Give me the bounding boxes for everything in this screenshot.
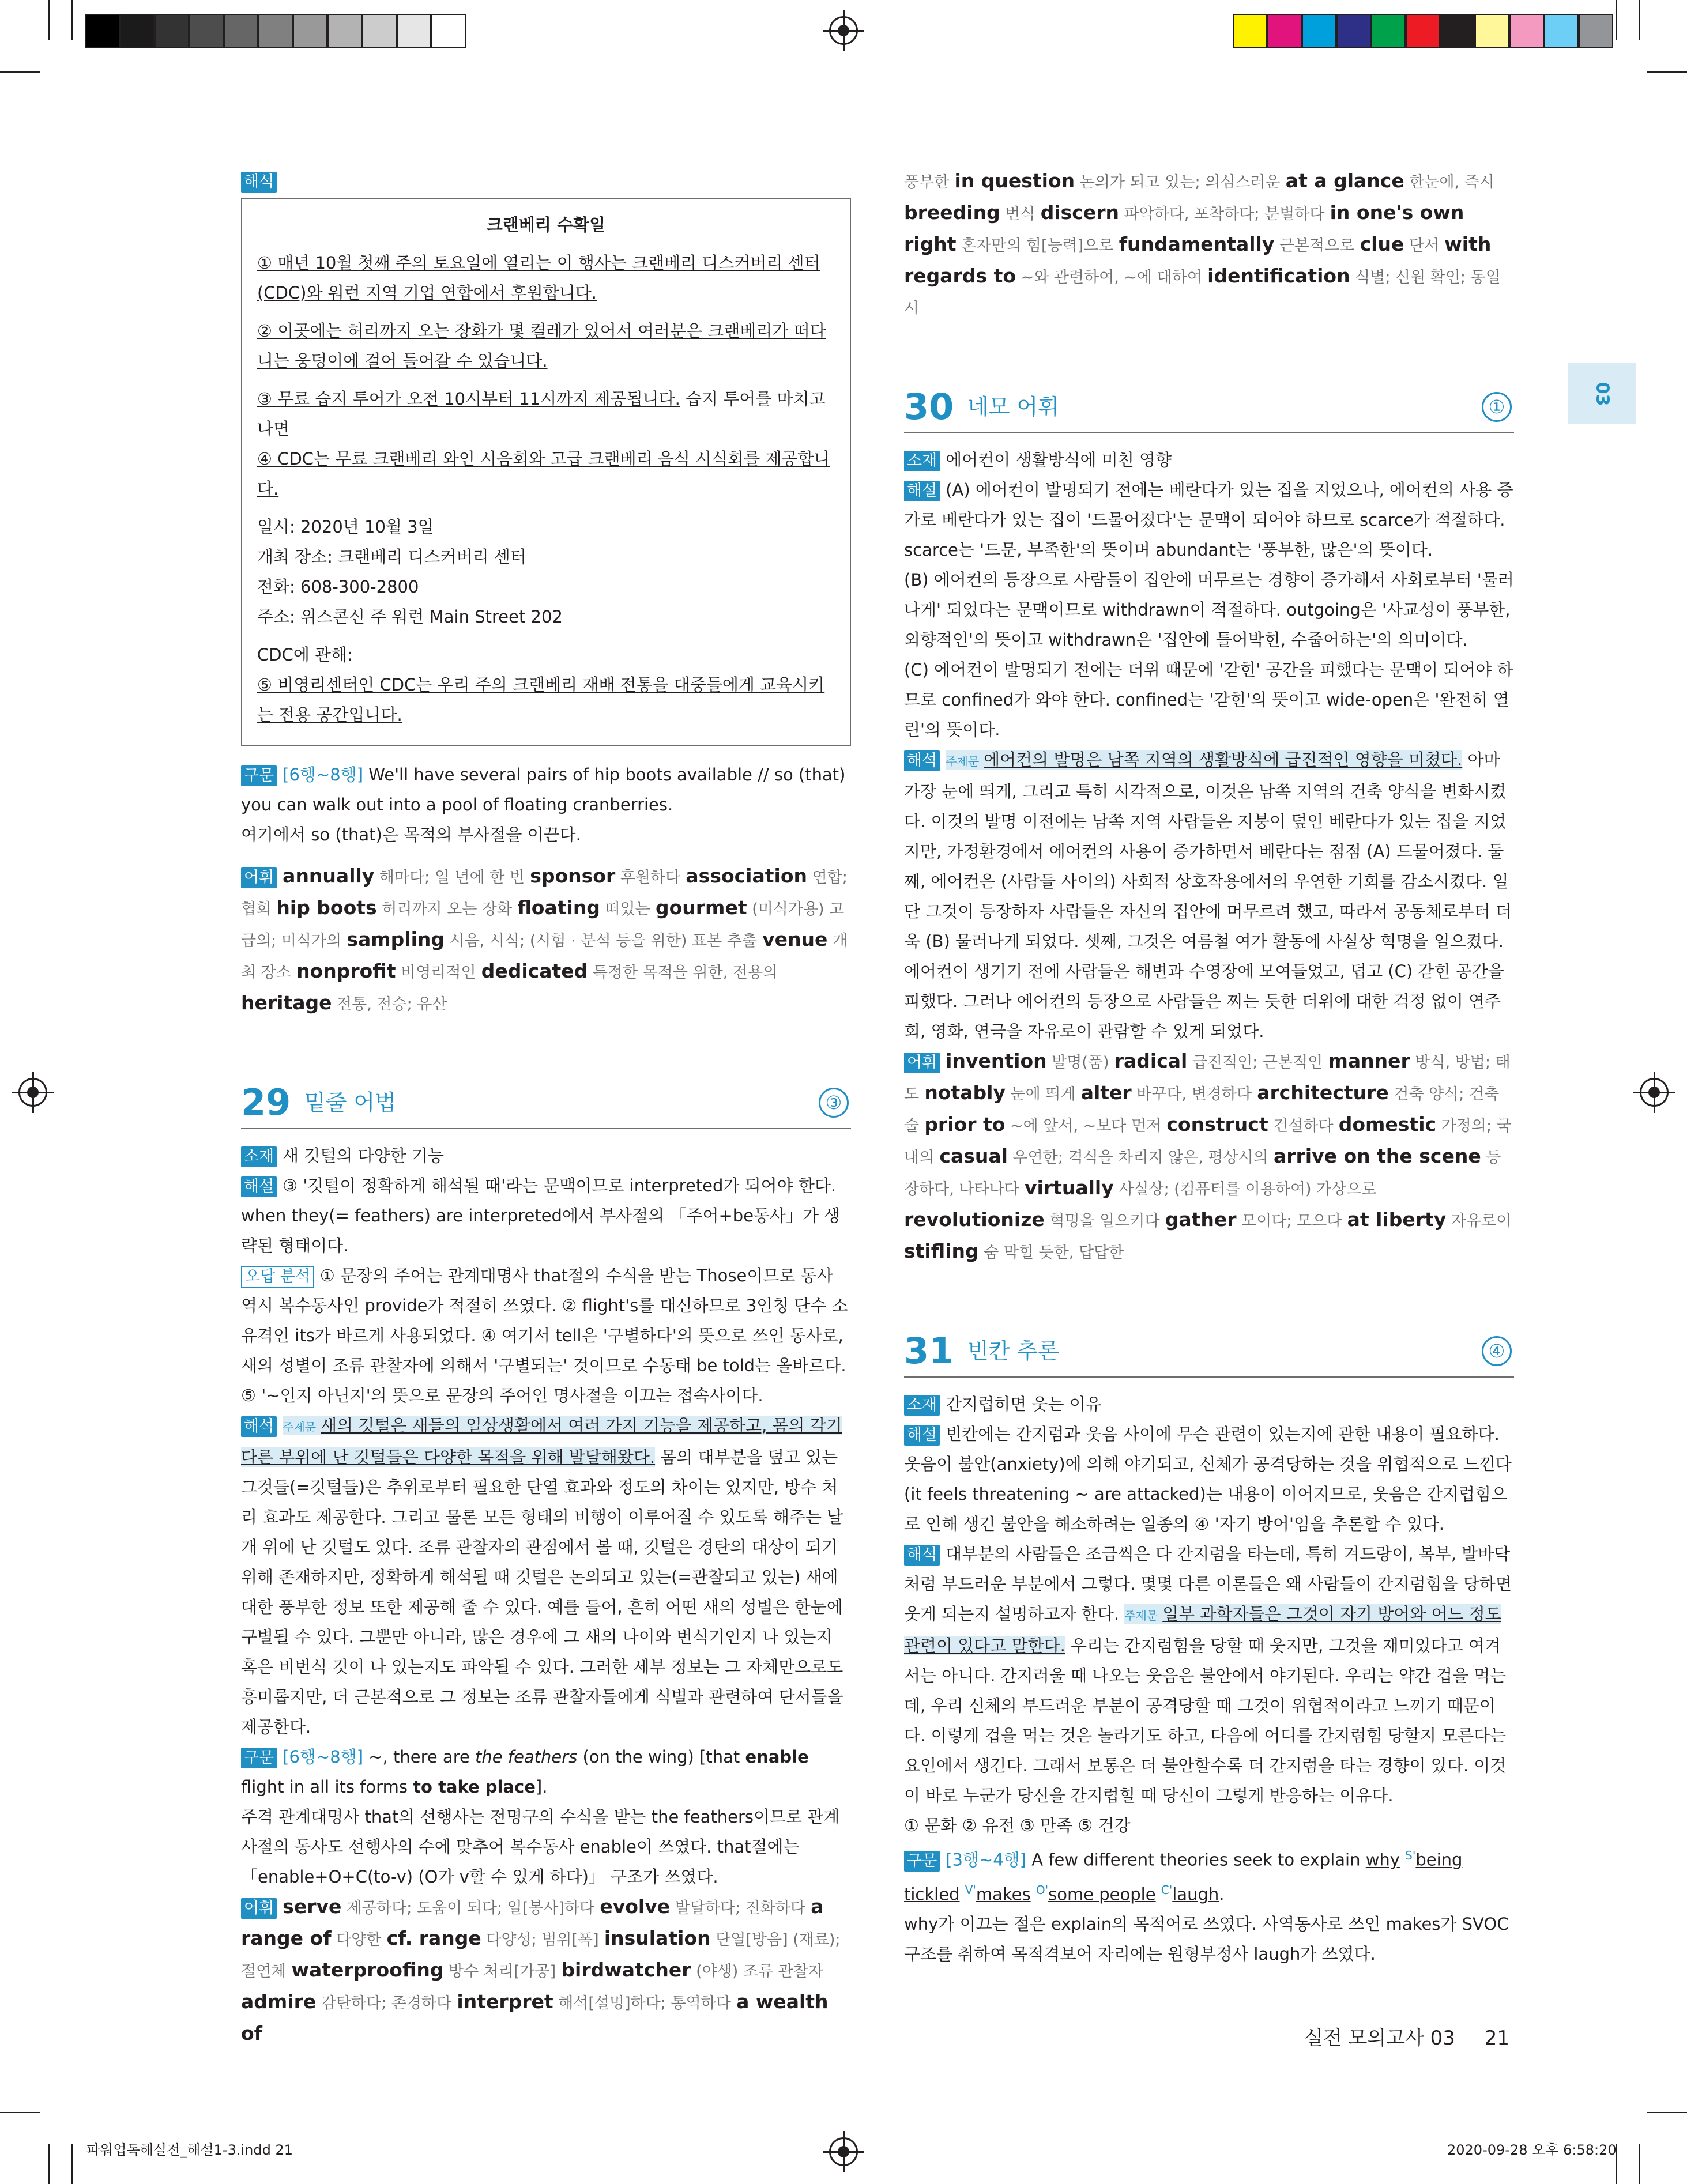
vocab-meaning: 발달하다; 진화하다 <box>670 1899 806 1917</box>
vocab-meaning: 풍부한 <box>904 173 950 191</box>
gumun-part: to take place <box>413 1777 536 1797</box>
crop-mark <box>71 0 73 40</box>
gumun-part: . <box>1219 1884 1225 1904</box>
vocab-meaning: 단서 <box>1404 237 1440 255</box>
vocab-word: a range of <box>241 1895 824 1949</box>
vocab-meaning: 눈에 띄게 <box>1005 1085 1076 1103</box>
vocab-label: 어휘 <box>904 1053 940 1073</box>
q31-sojae: 간지럽히면 웃는 이유 <box>946 1394 1102 1414</box>
swatch <box>120 14 155 48</box>
swatch <box>397 14 431 48</box>
gumun-part: some people <box>1048 1884 1156 1904</box>
vocab-word: sponsor <box>530 865 616 887</box>
q29-odap: ① 문장의 주어는 관계대명사 that절의 수식을 받는 Those이므로 동사 역시 복수동사인 provide가 적절히 쓰였다. ② flight's를 대신하므로 3인칭 단수 소유격인 its가 바르게 사용되었다. ④ 여기서 tell은 '구별하다'의 뜻으로 쓰인 동사로, 새의 성별이 조류 관찰자에 의해서 '구별되는' 것이므로 수동태 be told는 올바르다. ⑤ '~인지 아닌지'의 뜻으로 문장의 주어인 명사절을 이끄는 접속사이다. <box>241 1266 848 1405</box>
vocab-meaning: 한눈에, 즉시 <box>1404 173 1494 191</box>
notice-p2: ② 이곳에는 허리까지 오는 장화가 몇 켤레가 있어서 여러분은 크랜베리가 떠다니는 웅덩이에 걸어 들어갈 수 있습니다. <box>257 321 826 371</box>
vocab-word: notably <box>924 1081 1006 1104</box>
vocab-meaning: 숨 막힐 듯한, 답답한 <box>978 1244 1124 1262</box>
vocab-meaning: 단열[방음] (재료); 절연체 <box>241 1931 841 1981</box>
q31-answer: ④ <box>1482 1336 1512 1366</box>
gumun-ref: [6행~8행] <box>283 765 364 784</box>
vocab-meaning: 특정한 목적을 위한, 전용의 <box>588 964 778 982</box>
q30-haeseol-b: (B) 에어컨의 등장으로 사람들이 집안에 머무르는 경향이 증가해서 사회로부터 '물러나게' 되었다는 문맥이므로 withdrawn이 적절하다. outgoing은 '사교성이 풍부한, 외향적인'의 뜻이고 withdrawn은 '집안에 틀어박힌, 수줍어하는'의 의미이다. <box>904 570 1514 650</box>
q30-sojae: 에어컨이 생활방식에 미친 영향 <box>946 450 1172 470</box>
haeseol-label: 해설 <box>241 1176 277 1197</box>
gumun-part: ~, there are <box>363 1747 476 1767</box>
swatch <box>224 14 258 48</box>
chapter-tab-label: 03 <box>1592 382 1613 406</box>
gumun-ref: [6행~8행] <box>283 1747 364 1767</box>
gumun-part: A few different theories seek to explain <box>1026 1850 1366 1870</box>
gumun-part: the feathers <box>475 1747 578 1767</box>
swatch <box>431 14 466 48</box>
vocab-meaning: 다양한 <box>331 1931 382 1949</box>
q31-gumun-note: why가 이끄는 절은 explain의 목적어로 쓰였다. 사역동사로 쓰인 makes가 SVOC 구조를 취하여 목적격보어 자리에는 원형부정사 laugh가 쓰였다. <box>904 1914 1509 1964</box>
vocab-word: discern <box>1040 201 1119 224</box>
gumun-part: being tickled <box>904 1850 1463 1904</box>
gumun-label: 구문 <box>241 1748 277 1768</box>
swatch <box>1544 14 1579 48</box>
q31-haeseol: 빈칸에는 간지럼과 웃음 사이에 무슨 관련이 있는지에 관한 내용이 필요하다. 웃음이 불안(anxiety)에 의해 야기되고, 신체가 공격당하는 것을 위협적으로 느낀다(it feels threatening ~ are attacked)는 내용이 이어지므로, 웃음은 간지럽힘으로 인해 생긴 불안을 해소하려는 일종의 ④ '자기 방어'임을 추론할 수 있다. <box>904 1424 1512 1534</box>
gumun-tag: S' <box>1405 1849 1416 1862</box>
vocab-word: cf. range <box>386 1927 481 1949</box>
vocab-meaning: (미식가용) 고급의; 미식가의 <box>241 900 845 950</box>
crop-mark <box>0 2112 40 2113</box>
swatch <box>1336 14 1371 48</box>
haeseol-label: 해설 <box>904 1425 940 1446</box>
vocab-meaning: 우연한; 격식을 차리지 않은, 평상시의 <box>1007 1149 1268 1167</box>
gumun-tag: C' <box>1161 1883 1173 1897</box>
footer-title: 실전 모의고사 03 <box>1304 2027 1455 2050</box>
swatch <box>258 14 293 48</box>
gumun-tag: O' <box>1035 1883 1049 1897</box>
notice-place: 개최 장소: 크랜베리 디스커버리 센터 <box>257 547 526 567</box>
q30-haeseol-c: (C) 에어컨이 발명되기 전에는 더위 때문에 '갇힌' 공간을 피했다는 문맥이 되어야 하므로 confined가 와야 한다. confined는 '갇힌'의 뜻이고 wide-open은 '완전히 열린'의 뜻이다. <box>904 660 1513 740</box>
notice-title: 크랜베리 수확일 <box>486 215 606 235</box>
q30-topic-sentence: 에어컨의 발명은 남쪽 지역의 생활방식에 급진적인 영향을 미쳤다. <box>984 750 1463 770</box>
vocab-word: revolutionize <box>904 1208 1045 1231</box>
haeseok-label: 해석 <box>241 172 277 193</box>
left-column <box>241 166 851 2049</box>
chapter-tab <box>1568 363 1636 424</box>
vocab-list <box>241 1892 851 2049</box>
gumun-note: 여기에서 so (that)은 목적의 부사절을 이끈다. <box>241 825 581 844</box>
q30-title: 네모 어휘 <box>967 394 1059 420</box>
vocab-word: clue <box>1360 233 1404 255</box>
q29-gumun-note: 주격 관계대명사 that의 선행사는 전명구의 수식을 받는 the feathers이므로 관계사절의 동사도 선행사의 수에 맞추어 복수동사 enable이 쓰였다. that절에는 「enable+O+C(to-v) (O가 v할 수 있게 하다)」 구조가 쓰였다. <box>241 1807 840 1887</box>
vocab-list <box>241 861 851 1020</box>
vocab-meaning: 허리까지 오는 장화 <box>376 900 513 918</box>
vocab-meaning: 급진적인; 근본적인 <box>1187 1054 1323 1072</box>
gumun-part: laugh <box>1172 1884 1219 1904</box>
vocab-meaning: 자유로이 <box>1446 1212 1512 1230</box>
notice-p1: ① 매년 10월 첫째 주의 토요일에 열리는 이 행사는 크랜베리 디스커버리 센터(CDC)와 워런 지역 기업 연합에서 후원합니다. <box>257 253 820 303</box>
swatch <box>1475 14 1509 48</box>
gumun-part: (on the wing) [that <box>577 1747 745 1767</box>
vocab-meaning: 시음, 시식; (시험 · 분석 등을 위한) 표본 추출 <box>445 932 757 950</box>
vocab-word: evolve <box>600 1895 671 1918</box>
q31-topic-sentence: 일부 과학자들은 그것이 자기 방어와 어느 정도 관련이 있다고 말한다. <box>904 1604 1501 1655</box>
gumun-text: We'll have several pairs of hip boots available // so (that) you can walk out into a pool of floating cranberries. <box>241 765 846 814</box>
q29-title: 밑줄 어법 <box>304 1090 396 1115</box>
sojae-label: 소재 <box>904 451 940 471</box>
vocab-word: birdwatcher <box>561 1959 691 1981</box>
crop-mark <box>0 71 40 73</box>
notice-p3b: 습지 투어를 마치고나면 <box>257 389 826 439</box>
vocab-word: a wealth of <box>241 1990 829 2045</box>
notice-p5: ⑤ 비영리센터인 CDC는 우리 주의 크랜베리 재배 전통을 대중들에게 교육시키는 전용 공간입니다. <box>257 675 825 725</box>
crop-mark <box>1647 2112 1687 2113</box>
page-number: 21 <box>1484 2027 1510 2050</box>
vocab-meaning: 건축 양식; 건축술 <box>904 1085 1500 1135</box>
haeseok-label: 해석 <box>241 1416 277 1437</box>
swatch <box>327 14 362 48</box>
registration-mark <box>18 1078 47 1107</box>
vocab-word: hip boots <box>276 896 377 919</box>
notice-date: 일시: 2020년 10월 3일 <box>257 517 434 537</box>
vocab-word: in question <box>954 169 1075 192</box>
vocab-meaning: 파악하다, 포착하다; 분별하다 <box>1119 205 1325 223</box>
gumun-part: enable <box>745 1747 809 1767</box>
right-column <box>904 166 1514 1969</box>
vocab-meaning: 등장하다, 나타나다 <box>904 1149 1501 1198</box>
vocab-word: at a glance <box>1285 169 1404 192</box>
vocab-meaning: 해마다; 일 년에 한 번 <box>374 869 525 887</box>
crop-mark <box>48 0 50 40</box>
q31-haeseok-a: 대부분의 사람들은 조금씩은 다 간지럼을 타는데, 특히 겨드랑이, 복부, 발바닥처럼 부드러운 부분에서 그렇다. 몇몇 다른 이론들은 왜 사람들이 간지럼힘을 당하면 웃게 되는지 설명하고자 한다. <box>904 1544 1512 1624</box>
vocab-word: with regards to <box>904 233 1492 287</box>
vocab-word: insulation <box>604 1927 711 1949</box>
odap-label: 오답 분석 <box>241 1266 314 1288</box>
vocab-meaning: 제공하다; 도움이 되다; 일[봉사]하다 <box>341 1899 595 1917</box>
registration-mark <box>1640 1078 1669 1107</box>
gumun-part: makes <box>976 1884 1031 1904</box>
q29-haeseok: 몸의 대부분을 덮고 있는 그것들(=깃털들)은 추위로부터 필요한 단열 효과와 정도의 차이는 있지만, 방수 처리 효과도 제공한다. 그리고 물론 모든 형태의 비행이 이루어질 수 있도록 해주는 날개 위에 난 깃털도 있다. 조류 관찰자의 관점에서 볼 때, 깃털은 경탄의 대상이 되기 위해 존재하지만, 정확하게 해석될 때 깃털은 논의되고 있는(=관찰되고 있는) 새에 대한 풍부한 정보 또한 제공해 줄 수 있다. 예를 들어, 흔히 어떤 새의 성별은 한눈에 구별될 수 있다. 그뿐만 아니라, 많은 경우에 그 새의 나이와 번식기인지 나 있는지 혹은 비번식 깃이 나 있는지도 파악될 수 있다. 그러한 세부 정보는 그 자체만으로도 흥미롭지만, 더 근본적으로 그 정보는 조류 관찰자들에게 식별과 관련하여 단서들을 제공한다. <box>241 1447 843 1737</box>
q30-number: 30 <box>904 386 954 428</box>
q29-number: 29 <box>241 1081 291 1123</box>
jujemun-tag: 주제문 <box>283 1420 317 1434</box>
vocab-label: 어휘 <box>241 1898 277 1919</box>
notice-address: 주소: 위스콘신 주 워런 Main Street 202 <box>257 607 563 627</box>
q31-title: 빈칸 추론 <box>967 1338 1059 1364</box>
q30-haeseok: 아마 가장 눈에 띄게, 그리고 특히 시각적으로, 이것은 남쪽 지역의 건축 양식을 변화시켰다. 이것의 발명 이전에는 남쪽 지역 사람들은 지붕이 덮인 베란다가 있는 집을 지었지만, 가정환경에서 에어컨의 사용이 증가하면서 베란다는 점점 (A) 드물어졌다. 둘째, 에어컨은 (사람들 사이의) 사회적 상호작용에서의 우연한 기회를 감소시켰다. 일단 그것이 등장하자 사람들은 자신의 집안에 머무르려 했고, 따라서 공동체로부터 더욱 (B) 물러나게 되었다. 셋째, 그것은 여름철 여가 활동에 사실상 혁명을 일으켰다. 에어컨이 생기기 전에 사람들은 해변과 수영장에 모여들었고, 덥고 (C) 갇힌 공간을 피했다. 그러나 에어컨의 등장으로 사람들은 찌는 듯한 더위에 대한 걱정 없이 연주회, 영화, 연극을 자유로이 관람할 수 있게 되었다. <box>904 750 1512 1041</box>
swatch <box>1233 14 1267 48</box>
jujemun-tag: 주제문 <box>946 755 980 768</box>
gumun-label: 구문 <box>904 1851 940 1872</box>
swatch <box>85 14 120 48</box>
vocab-word: sampling <box>347 928 445 950</box>
vocab-word: nonprofit <box>296 960 396 982</box>
vocab-meaning: 혼자만의 힘[능력]으로 <box>956 237 1114 255</box>
vocab-word: association <box>686 865 808 887</box>
q30-answer: ① <box>1482 392 1512 422</box>
q31-number: 31 <box>904 1330 954 1372</box>
vocab-word: floating <box>517 896 600 919</box>
sojae-label: 소재 <box>904 1395 940 1416</box>
vocab-meaning: 전통, 전승; 유산 <box>332 995 447 1013</box>
vocab-word: gather <box>1165 1208 1237 1231</box>
vocab-word: casual <box>939 1145 1008 1167</box>
haeseol-label: 해설 <box>904 481 940 501</box>
swatch <box>1371 14 1406 48</box>
jujemun-tag: 주제문 <box>1124 1609 1158 1623</box>
vocab-meaning: 떠있는 <box>600 900 650 918</box>
q29-haeseol: ③ '깃털이 정확하게 해석될 때'라는 문맥이므로 interpreted가 되어야 한다. when they(= feathers) are interpreted에서 부사절의 「주어+be동사」가 생략된 형태이다. <box>241 1176 841 1255</box>
vocab-word: breeding <box>904 201 1000 224</box>
vocab-meaning: 연합; 협회 <box>241 869 848 918</box>
crop-mark <box>48 2144 50 2184</box>
vocab-meaning: 바꾸다, 변경하다 <box>1131 1085 1252 1103</box>
vocab-word: venue <box>762 928 828 950</box>
q29-header <box>241 1077 851 1129</box>
q29-sojae: 새 깃털의 다양한 기능 <box>283 1146 444 1165</box>
vocab-meaning: 후원하다 <box>615 869 681 887</box>
q29-topic-sentence: 새의 깃털은 새들의 일상생활에서 여러 가지 기능을 제공하고, 몸의 각기 다른 부위에 난 깃털들은 다양한 목적을 위해 발달해왔다. <box>241 1416 842 1467</box>
vocab-word: radical <box>1114 1050 1188 1072</box>
gumun-part: flight in all its forms <box>241 1777 413 1797</box>
crop-mark <box>1647 71 1687 73</box>
vocab-meaning: ~와 관련하여, ~에 대하여 <box>1016 269 1202 286</box>
swatch <box>155 14 189 48</box>
registration-mark <box>829 2137 858 2166</box>
swatch <box>1440 14 1475 48</box>
slug-left: 파워업독해실전_해설1-3.indd 21 <box>86 2142 293 2158</box>
vocab-meaning: 번식 <box>1000 205 1035 223</box>
swatch <box>1509 14 1544 48</box>
vocab-word: arrive on the scene <box>1273 1145 1481 1167</box>
gumun-ref: [3행~4행] <box>946 1850 1027 1870</box>
swatch <box>362 14 397 48</box>
crop-mark <box>1639 2144 1640 2184</box>
vocab-meaning: 사실상; (컴퓨터를 이용하여) 가상으로 <box>1113 1180 1377 1198</box>
gumun-label: 구문 <box>241 765 277 786</box>
vocab-meaning: 모이다; 모으다 <box>1236 1212 1342 1230</box>
crop-mark <box>71 2144 73 2184</box>
vocab-word: admire <box>241 1990 317 2013</box>
vocab-list <box>904 1046 1514 1268</box>
vocab-word: fundamentally <box>1119 233 1275 255</box>
vocab-word: stifling <box>904 1240 979 1262</box>
crop-mark <box>1616 0 1617 40</box>
vocab-word: serve <box>283 1895 342 1918</box>
vocab-word: identification <box>1207 265 1350 287</box>
q31-choices: ① 문화 ② 유전 ③ 만족 ⑤ 건강 <box>904 1816 1131 1835</box>
vocab-word: prior to <box>924 1113 1006 1136</box>
vocab-word: architecture <box>1257 1081 1389 1104</box>
registration-mark <box>829 16 858 45</box>
swatch <box>1267 14 1302 48</box>
q30-header <box>904 382 1514 433</box>
notice-about: CDC에 관해: <box>257 645 353 665</box>
vocab-meaning: 건설하다 <box>1268 1117 1334 1135</box>
vocab-meaning: 감탄하다; 존경하다 <box>316 1994 452 2012</box>
vocab-word: annually <box>283 865 375 887</box>
sojae-label: 소재 <box>241 1146 277 1167</box>
vocab-meaning: 근본적으로 <box>1274 237 1355 255</box>
vocab-word: interpret <box>457 1990 553 2013</box>
vocab-meaning: 혁명을 일으키다 <box>1044 1212 1160 1230</box>
vocab-meaning: (야생) 조류 관찰자 <box>691 1963 823 1981</box>
gumun-tag: V' <box>965 1883 976 1897</box>
swatch <box>1302 14 1336 48</box>
gumun-part: ]. <box>535 1777 548 1797</box>
vocab-meaning: 발명(품) <box>1046 1054 1109 1072</box>
vocab-meaning: 논의가 되고 있는; 의심스러운 <box>1075 173 1281 191</box>
haeseok-label: 해석 <box>904 750 940 771</box>
vocab-word: at liberty <box>1347 1208 1447 1231</box>
vocab-meaning: ~에 앞서, ~보다 먼저 <box>1005 1117 1162 1135</box>
slug-right: 2020-09-28 오후 6:58:20 <box>1447 2142 1617 2158</box>
vocab-meaning: 방수 처리[가공] <box>443 1963 556 1981</box>
notice-p4: ④ CDC는 무료 크랜베리 와인 시음회와 고급 크랜베리 음식 시식회를 제공합니다. <box>257 449 830 499</box>
crop-mark <box>1639 0 1640 40</box>
vocab-word: invention <box>946 1050 1047 1072</box>
vocab-word: heritage <box>241 991 332 1014</box>
notice-phone: 전화: 608-300-2800 <box>257 577 419 597</box>
vocab-meaning: 식별; 신원 확인; 동일시 <box>904 269 1501 318</box>
footer <box>1304 2022 1509 2050</box>
vocab-meaning: 비영리적인 <box>396 964 476 982</box>
vocab-word: in one's own right <box>904 201 1464 255</box>
vocab-word: construct <box>1166 1113 1268 1136</box>
vocab-word: dedicated <box>481 960 588 982</box>
haeseok-label: 해석 <box>904 1545 940 1566</box>
vocab-meaning: 개최 장소 <box>241 932 848 982</box>
swatch <box>1406 14 1440 48</box>
vocab-list-continued <box>904 166 1514 324</box>
q31-haeseok: 우리는 간지럼힘을 당할 때 웃지만, 그것을 재미있다고 여겨서는 아니다. 간지러울 때 나오는 웃음은 불안에서 야기된다. 우리는 약간 겁을 먹는데, 우리 신체의 부드러운 부분이 공격당할 때 그것이 위협적이라고 느끼기 때문이다. 이렇게 겁을 먹는 것은 놀라기도 하고, 다음에 어디를 간지럼힘 당할지 모른다는 요인에서 생긴다. 그래서 보통은 더 불안할수록 더 간지럼을 타는 경향이 있다. 이것이 바로 누군가 당신을 간지럽힐 때 당신이 그렇게 반응하는 이유다. <box>904 1636 1507 1805</box>
vocab-meaning: 가정의; 국내의 <box>904 1117 1512 1167</box>
vocab-word: gourmet <box>656 896 747 919</box>
gumun-part: why <box>1365 1850 1400 1870</box>
vocab-meaning: 방식, 방법; 태도 <box>904 1054 1511 1103</box>
vocab-word: domestic <box>1338 1113 1437 1136</box>
notice-p3a: ③ 무료 습지 투어가 오전 10시부터 11시까지 제공됩니다. <box>257 389 680 409</box>
q29-answer: ③ <box>819 1088 849 1118</box>
vocab-meaning: 다양성; 범위[폭] <box>481 1931 599 1949</box>
swatch <box>189 14 224 48</box>
notice-box <box>241 198 851 746</box>
vocab-word: manner <box>1328 1050 1410 1072</box>
vocab-meaning: 해석[설명]하다; 통역하다 <box>553 1994 731 2012</box>
q30-haeseol-a: (A) 에어컨이 발명되기 전에는 베란다가 있는 집을 지었으나, 에어컨의 사용 증가로 베란다가 있는 집이 '드물어졌다'는 문맥이 되어야 하므로 scarce가 적절하다. scarce는 '드문, 부족한'의 뜻이며 abundant는 '풍부한, 많은'의 뜻이다. <box>904 480 1513 560</box>
vocab-word: waterproofing <box>291 1959 444 1981</box>
vocab-word: alter <box>1080 1081 1132 1104</box>
swatch <box>1579 14 1613 48</box>
vocab-word: virtually <box>1024 1176 1114 1199</box>
vocab-label: 어휘 <box>241 867 277 888</box>
swatch <box>293 14 327 48</box>
q31-header <box>904 1326 1514 1378</box>
